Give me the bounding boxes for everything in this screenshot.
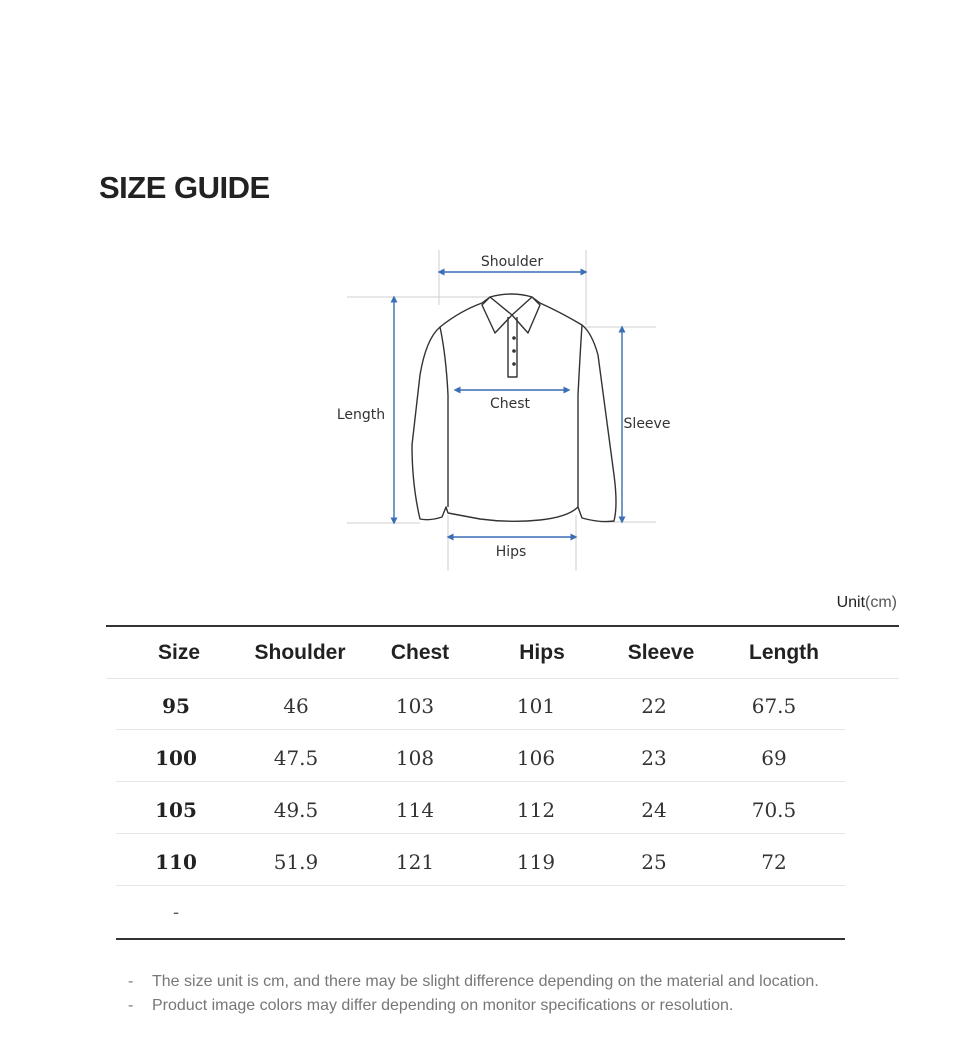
header-length: Length (749, 641, 819, 664)
table-row (116, 678, 845, 730)
cell-shoulder: 47.5 (273, 746, 319, 770)
header-chest: Chest (390, 641, 450, 664)
unit-value: (cm) (865, 594, 897, 611)
cell-shoulder: 51.9 (273, 850, 319, 874)
header-hips: Hips (519, 641, 565, 664)
cell-hips: 106 (516, 746, 556, 770)
table-row (116, 782, 845, 834)
table-header-row (106, 627, 899, 679)
cell-chest: 108 (395, 746, 435, 770)
shoulder-label: Shoulder (480, 254, 544, 270)
cell-chest: 103 (395, 694, 435, 718)
polo-shirt-illustration (330, 245, 670, 575)
note-item (128, 994, 819, 1018)
cell-chest: 121 (395, 850, 435, 874)
notes-list (128, 970, 819, 1018)
chest-label: Chest (489, 396, 531, 412)
cell-length: 72 (761, 850, 787, 874)
note-bullet: - (128, 997, 134, 1014)
cell-hips: 101 (516, 694, 556, 718)
cell-shoulder: 46 (283, 694, 309, 718)
note-item (128, 970, 819, 994)
cell-sleeve: 22 (641, 694, 667, 718)
cell-length: 69 (761, 746, 787, 770)
cell-size: 95 (162, 694, 190, 718)
length-label: Length (336, 407, 386, 423)
cell-shoulder: 49.5 (273, 798, 319, 822)
cell-chest: 114 (395, 798, 435, 822)
page-title: SIZE GUIDE (99, 170, 270, 205)
cell-length: 67.5 (751, 694, 797, 718)
cell-sleeve: 25 (641, 850, 667, 874)
cell-size: 110 (155, 850, 197, 874)
hips-label: Hips (495, 544, 527, 560)
header-size: Size (157, 641, 201, 664)
table-row (116, 886, 845, 940)
cell-size: - (172, 902, 180, 923)
note-text: The size unit is cm, and there may be slight difference depending on the material and location. (152, 973, 819, 990)
cell-sleeve: 24 (641, 798, 667, 822)
cell-hips: 119 (516, 850, 556, 874)
cell-size: 105 (155, 798, 197, 822)
cell-length: 70.5 (751, 798, 797, 822)
note-bullet: - (128, 973, 134, 990)
note-text: Product image colors may differ depending on monitor specifications or resolution. (152, 997, 734, 1014)
unit-indicator (837, 594, 897, 612)
unit-label: Unit (836, 594, 866, 611)
size-diagram (330, 245, 670, 575)
table-row (116, 834, 845, 886)
header-sleeve: Sleeve (627, 641, 695, 664)
cell-hips: 112 (516, 798, 556, 822)
table-row (116, 730, 845, 782)
sleeve-label: Sleeve (623, 416, 670, 432)
cell-size: 100 (155, 746, 197, 770)
size-table-body (116, 678, 845, 940)
header-shoulder: Shoulder (254, 641, 346, 664)
cell-sleeve: 23 (641, 746, 667, 770)
